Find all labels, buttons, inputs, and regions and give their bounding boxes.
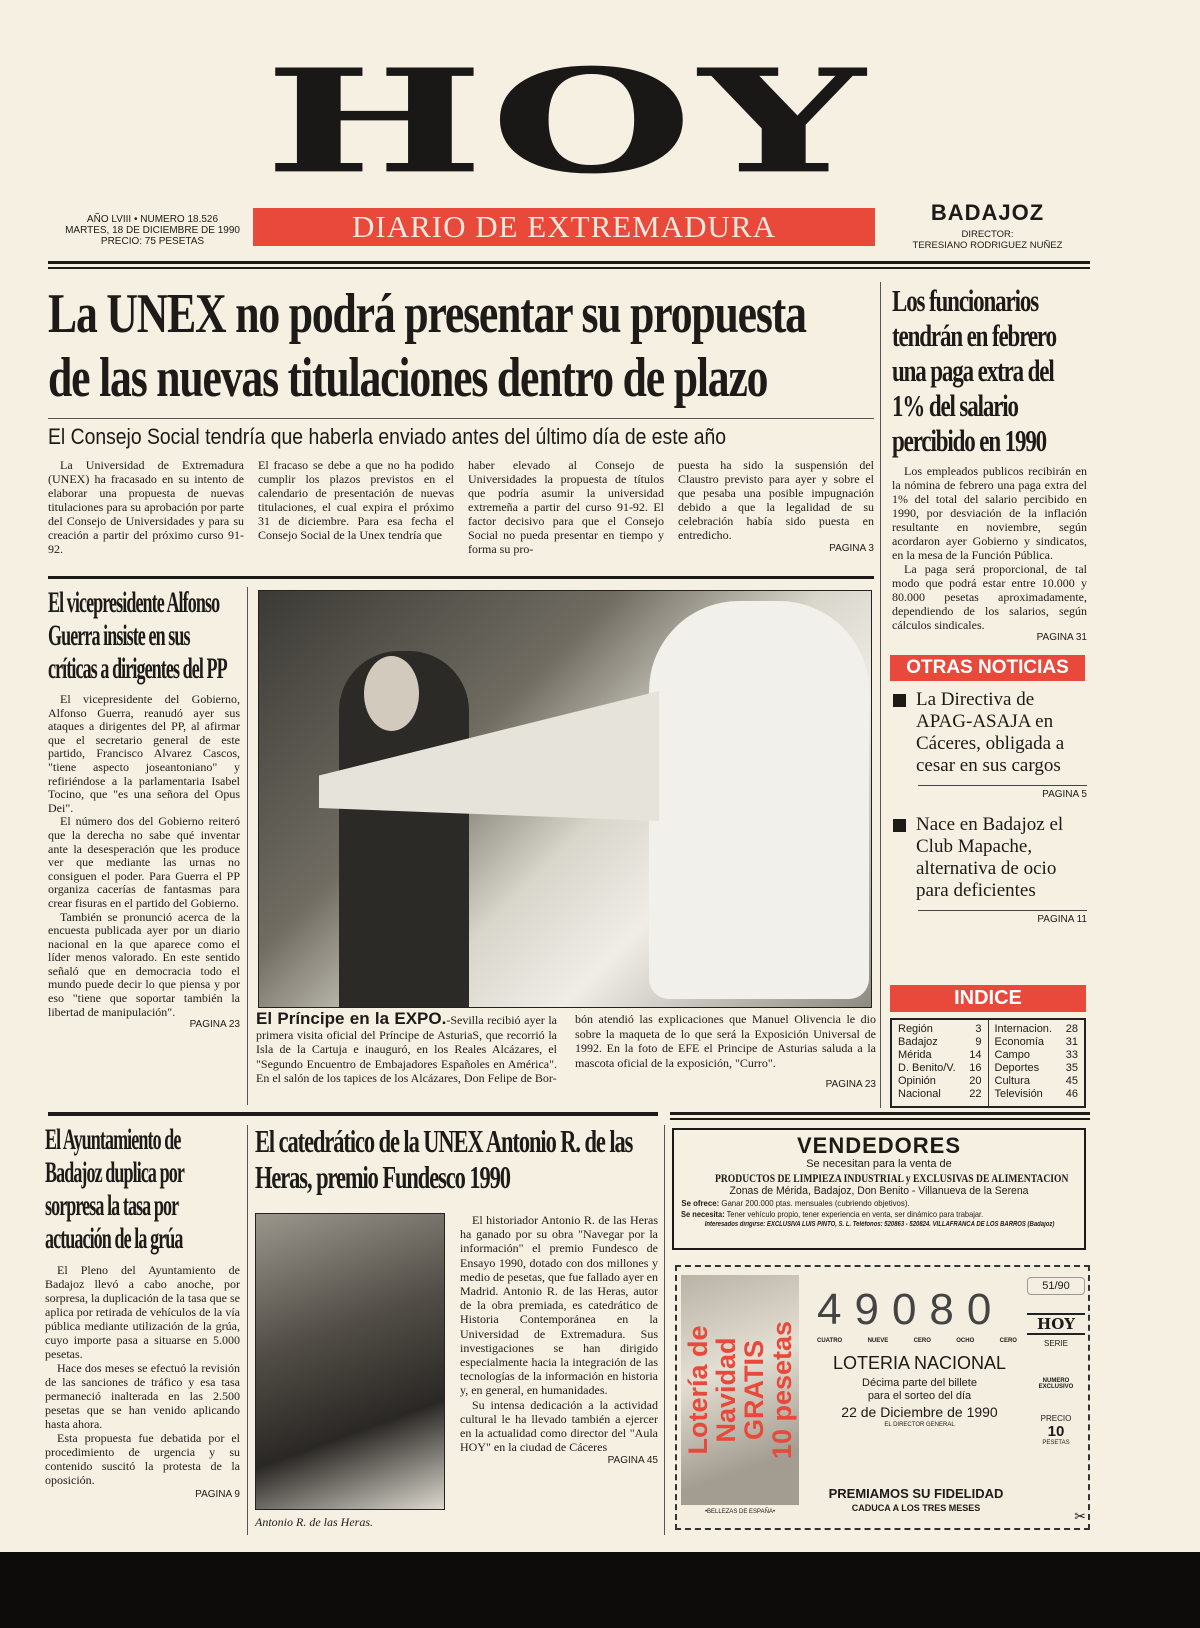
indice-page: 16 [969, 1062, 982, 1074]
heras-body [460, 1213, 658, 1469]
expo-caption-title: El Príncipe en la EXPO. [256, 1009, 447, 1028]
lead-subhead-wrap [48, 418, 874, 450]
indice-header: INDICE [890, 985, 1086, 1012]
issue-price: PRECIO: 75 PESETAS [100, 236, 205, 247]
edition-city: BADAJOZ [930, 200, 1045, 225]
overlay-line: Lotería de Navidad [683, 1325, 741, 1455]
page-ref[interactable]: PAGINA 5 [918, 785, 1087, 800]
page-ref[interactable]: PAGINA 31 [1036, 632, 1087, 643]
column-divider [880, 282, 881, 1108]
indice-page: 33 [1065, 1049, 1078, 1061]
column-divider [247, 587, 248, 1105]
digit-word: CUATRO [817, 1338, 843, 1344]
paragraph: El Pleno del Ayuntamiento de Badajoz llevó a cabo anoche, por sorpresa, la duplicación de la tasa que se aplica por retirada de vehículos de la vía pública mediante utilización de la grúa, cuyo importe pasa a situarse en 5.000 pesetas. [45, 1263, 240, 1361]
indice-page: 46 [1065, 1088, 1078, 1100]
promo-title: PREMIAMOS SU FIDELIDAD [828, 1486, 1004, 1501]
serie-label: SERIE [1043, 1339, 1068, 1348]
indice-row[interactable] [995, 1023, 1079, 1036]
news-item-text: Nace en Badajoz el Club Mapache, alternativa de ocio para deficientes [916, 814, 1064, 901]
indice-section: Opinión [898, 1075, 936, 1087]
guerra-headline: El vicepresidente Alfonso Guerra insiste en sus críticas a dirigentes del PP [48, 586, 227, 685]
digit-word: OCHO [956, 1338, 975, 1344]
ticket-sidebar [1027, 1277, 1085, 1446]
indice-row[interactable] [898, 1062, 982, 1075]
ad-text: Tener vehículo propio, tener experiencia en venta, ser dinámico para trabajar. [726, 1209, 984, 1219]
indice-row[interactable] [898, 1036, 982, 1049]
indice-page: 45 [1065, 1075, 1078, 1087]
precio-value: 10 [1047, 1423, 1065, 1440]
issue-date: MARTES, 18 DE DICIEMBRE DE 1990 [65, 225, 240, 236]
indice-row[interactable] [898, 1088, 982, 1101]
ad-line: Se necesitan para la venta de [806, 1158, 952, 1170]
ticket-lines [817, 1377, 1022, 1429]
indice-section: Badajoz [898, 1036, 938, 1048]
scissors-icon: ✂ [1074, 1510, 1086, 1525]
lead-subhead: El Consejo Social tendría que haberla enviado antes del último día de este año [48, 424, 727, 449]
expo-caption-cols [256, 1009, 876, 1093]
indice-section: Cultura [994, 1075, 1030, 1087]
ad-label: Se ofrece: [681, 1198, 720, 1208]
scan-edge [0, 1552, 1200, 1628]
heras-photo [255, 1213, 445, 1510]
guerra-body [48, 693, 240, 1019]
news-item[interactable] [893, 689, 1087, 800]
paragraph: El historiador Antonio R. de las Heras ha ganado por su obra "Navegar por la información" el premio Fundesco de Ensayo 1990, dotado con dos millones y medio de pesetas, que fue fallado ayer en Madrid. Antonio R. de las Heras, autor de la obra premiada, es catedrático de Historia Contemporánea en la Universidad de Extremadura. Sus investigaciones se han dirigido especialmente hacia la integración de las tecnologías de la información en historia y, en general, en humanidades. [460, 1213, 658, 1398]
paragraph: También se pronunció acerca de la encuesta publicada ayer por un diario nacional en la que aparece como el líder menos valorado. En este sentido señaló que en democracia todo el mundo puede decir lo que piensa y por eso "tiene que soportar también la libertad de manipulación". [48, 909, 240, 1019]
issue-number: AÑO LVIII • NUMERO 18.526 [86, 214, 219, 225]
lead-headline-line: La UNEX no podrá presentar su propuesta [48, 283, 806, 345]
promo-expiry: CADUCA A LOS TRES MESES [851, 1503, 981, 1513]
indice-section: Deportes [994, 1062, 1040, 1074]
ticket-line: 22 de Diciembre de 1990 [841, 1404, 998, 1420]
expo-photo [258, 590, 872, 1008]
right-column [890, 283, 1087, 1108]
indice-row[interactable] [995, 1062, 1079, 1075]
indice-section: Economía [994, 1036, 1045, 1048]
column-divider [247, 1125, 248, 1535]
ad-text: Ganar 200.000 ptas. mensuales (cubriendo objetivos). [721, 1198, 910, 1208]
heras-photo-caption: Antonio R. de las Heras. [255, 1515, 373, 1529]
ticket-promo [807, 1487, 1025, 1515]
image-label: •BELLEZAS DE ESPAÑA• [704, 1509, 776, 1515]
indice-page: 28 [1065, 1023, 1078, 1035]
page-ref[interactable]: PAGINA 23 [825, 1079, 876, 1090]
indice-page: 20 [969, 1075, 982, 1087]
lead-col: haber elevado al Consejo de Universidades la propuesta de títulos que podría asumir la universidad extremeña a partir del curso 91-92. El factor decisivo para que el Consejo Social no pueda presentar en tiempo y forma su pro- [468, 458, 664, 556]
ad-contact: Interesados dirigirse: EXCLUSIVA LUIS PINTO, S. L. Teléfonos: 520863 - 520824. VILLAFRANCA DE LOS BARROS (Badajoz) [704, 1221, 1055, 1228]
vendedores-ad [672, 1128, 1086, 1250]
grua-body [45, 1263, 240, 1487]
expo-caption [256, 1009, 876, 1093]
indice-page: 22 [969, 1088, 982, 1100]
indice-col [989, 1020, 1085, 1106]
indice-section: Internacion. [994, 1023, 1052, 1035]
indice-page: 3 [975, 1023, 982, 1035]
indice-row[interactable] [995, 1036, 1079, 1049]
indice-section: Televisión [994, 1088, 1043, 1100]
issue-info [55, 214, 250, 247]
paragraph: Esta propuesta fue debatida por el procedimiento de urgencia y su contenido suscitó la protesta de la oposición. [45, 1431, 240, 1487]
heras-article[interactable] [255, 1123, 660, 1195]
grua-article[interactable] [45, 1123, 240, 1500]
lead-col: El fracaso se debe a que no ha podido cumplir los plazos previstos en el calendario de presentación de nuevas titulaciones, el cual expira el próximo 31 de diciembre. Para esa fecha el Consejo Social de la Unex tendría que [258, 458, 454, 542]
funcionarios-article[interactable] [890, 283, 1087, 643]
paragraph: Los empleados publicos recibirán en la nómina de febrero una paga extra del 1% del total del salario percibido en 1990, por desviación de la inflación resultante en noviembre, según acordaron ayer Gobierno y sindicatos, en la mesa de la Función Pública. [892, 464, 1087, 562]
indice-table [890, 1018, 1086, 1108]
logo-text: HOY [264, 38, 871, 206]
ad-line: PRODUCTOS DE LIMPIEZA INDUSTRIAL y EXCLUSIVAS DE ALIMENTACION [715, 1171, 1069, 1185]
funcionarios-headline: Los funcionarios tendrán en febrero una paga extra del 1% del salario percibido en 1990 [892, 283, 1056, 458]
paragraph: Hace dos meses se efectuó la revisión de las sanciones de tráfico y esa tasa permaneció inalterada en las 2.500 pesetas que se han venido aplicando hasta ahora. [45, 1361, 240, 1431]
ticket-line: Décima parte del billete [862, 1377, 977, 1389]
indice-row[interactable] [995, 1049, 1079, 1062]
indice-page: 14 [969, 1049, 982, 1061]
mascot-figure [649, 601, 869, 999]
overlay-line: GRATIS [739, 1340, 769, 1440]
otras-noticias-header: OTRAS NOTICIAS [890, 655, 1085, 681]
heras-headline: El catedrático de la UNEX Antonio R. de las Heras, premio Fundesco 1990 [255, 1123, 633, 1195]
ad-label: Se necesita: [681, 1209, 725, 1219]
indice-page: 31 [1065, 1036, 1078, 1048]
indice-row[interactable] [995, 1075, 1079, 1088]
paragraph: El vicepresidente del Gobierno, Alfonso Guerra, reanudó ayer sus ataques a dirigentes del PP, al afirmar que el secretario general de este partido, Francisco Alvarez Cascos, "tiene aspecto joseantoniano" y refiriéndose a la parlamentaria Isabel Tocino, que "es una señora del Opus Dei". [48, 692, 240, 815]
funcionarios-body [892, 464, 1087, 632]
lead-headline [48, 282, 867, 410]
ad-line: Zonas de Mérida, Badajoz, Don Benito - Villanueva de la Serena [729, 1185, 1029, 1197]
ticket-series: 51/90 [1027, 1277, 1085, 1295]
indice-section: Campo [994, 1049, 1030, 1061]
indice-page: 9 [975, 1036, 982, 1048]
masthead-rule [48, 261, 1090, 269]
director-name: TERESIANO RODRIGUEZ NUÑEZ [912, 240, 1063, 251]
director-label: DIRECTOR: [961, 229, 1014, 240]
overlay-line: 10 pesetas [767, 1320, 797, 1460]
ticket-director: EL DIRECTOR GENERAL [884, 1422, 955, 1428]
indice-section: D. Benito/V. [898, 1062, 956, 1074]
page-ref[interactable]: PAGINA 23 [189, 1019, 240, 1031]
lead-col: La Universidad de Extremadura (UNEX) ha fracasado en su intento de elaborar una propuesta de nuevas titulaciones para su aprobación por parte del Consejo de Universidades y para su creación a partir del próximo curso 91-92. [48, 458, 244, 556]
paragraph: La paga será proporcional, de tal modo que podrá estar entre 10.000 y 80.000 pesetas aproximadamente, dependiendo de los salarios, según cálculos sindicales. [892, 562, 1087, 632]
precio-unit: PESETAS [1042, 1440, 1070, 1446]
lead-headline-line: de las nuevas titulaciones dentro de plazo [48, 347, 768, 409]
page-ref[interactable]: PAGINA 9 [195, 1489, 240, 1500]
indice-row[interactable] [898, 1023, 982, 1036]
numero-label: NUMERO EXCLUSIVO [1038, 1378, 1074, 1390]
bullet-icon [893, 694, 906, 707]
nativity-image [681, 1275, 799, 1505]
indice-row[interactable] [898, 1075, 982, 1088]
gratis-overlay [681, 1275, 799, 1505]
lead-article[interactable] [48, 282, 874, 556]
otras-noticias-list [890, 689, 1087, 925]
ad-title: VENDEDORES [796, 1133, 962, 1158]
digit-word: CERO [913, 1338, 931, 1344]
divider [48, 1112, 658, 1116]
digit-word: NUEVE [867, 1338, 889, 1344]
digit-words [817, 1337, 1017, 1345]
bullet-icon [893, 819, 906, 832]
lead-body [48, 458, 874, 556]
news-item-text: La Directiva de APAG-ASAJA en Cáceres, obligada a cesar en sus cargos [916, 689, 1065, 776]
indice-row[interactable] [995, 1088, 1079, 1101]
precio-label: PRECIO [1040, 1414, 1072, 1423]
lead-col: puesta ha sido la suspensión del Claustro previsto para ayer y sobre el que pesaba una posible impugnación debido a que la legalidad de su celebración había sido puesta en entredicho. [678, 458, 874, 542]
indice-section: Mérida [898, 1049, 932, 1061]
masthead-logo [255, 38, 880, 206]
indice-section: Región [898, 1023, 933, 1035]
digit-word: CERO [999, 1338, 1017, 1344]
guerra-article[interactable] [48, 586, 240, 1030]
ticket-title: LOTERIA NACIONAL [832, 1353, 1007, 1373]
grua-headline: El Ayuntamiento de Badajoz duplica por sorpresa la tasa por actuación de la grúa [45, 1123, 184, 1255]
column-divider [664, 1125, 665, 1535]
indice-section: Nacional [898, 1088, 941, 1100]
page-ref[interactable]: PAGINA 3 [829, 543, 874, 554]
loteria-ticket[interactable] [675, 1265, 1090, 1530]
expo-caption-text: bón atendió las explicaciones que Manuel Olivencia le dio sobre la maqueta de lo que será la Exposición Universal de 1992. En la foto de EFE el Principe de Asturias saluda a la mascota oficial de la exposición, "Curro". [575, 1012, 876, 1070]
divider [670, 1112, 1090, 1120]
news-item[interactable] [893, 814, 1087, 925]
ticket-line: para el sorteo del día [867, 1390, 972, 1402]
ticket-brand: HOY [1027, 1313, 1085, 1335]
prince-face [364, 656, 419, 731]
divider [48, 576, 874, 579]
indice-col [892, 1020, 989, 1106]
paragraph: Su intensa dedicación a la actividad cultural le ha llevado también a ejercer en la actualidad como director del "Aula HOY" en la ciudad de Cáceres [460, 1397, 658, 1455]
expo-caption-text: -Sevilla recibió ayer la primera visita oficial del Príncipe de AsturiaS, que recorrió la Isla de la Cartuja e inauguró, en los Reales Alcázares, el "Segundo Encuentro de Embajadores Españoles en América". En el salón de los tapices de los Alcázares, Don Felipe de Bor- [256, 1013, 558, 1085]
indice-page: 35 [1065, 1062, 1078, 1074]
ticket-number: 49080 [817, 1285, 1005, 1334]
edition-info [900, 200, 1075, 251]
paragraph: El número dos del Gobierno reiteró que la derecha no sabe qué inventar ante la desesperación que les produce ver que mediante las urnas no consiguen el poder. Para Guerra el PP organiza cacerías de fantasmas para crear fisuras en el partido del Gobierno. [48, 814, 240, 910]
indice-block [890, 977, 1087, 1108]
indice-row[interactable] [898, 1049, 982, 1062]
page-ref[interactable]: PAGINA 45 [607, 1455, 658, 1467]
page-ref[interactable]: PAGINA 11 [918, 910, 1087, 925]
masthead-subtitle: DIARIO DE EXTREMADURA [253, 208, 875, 246]
